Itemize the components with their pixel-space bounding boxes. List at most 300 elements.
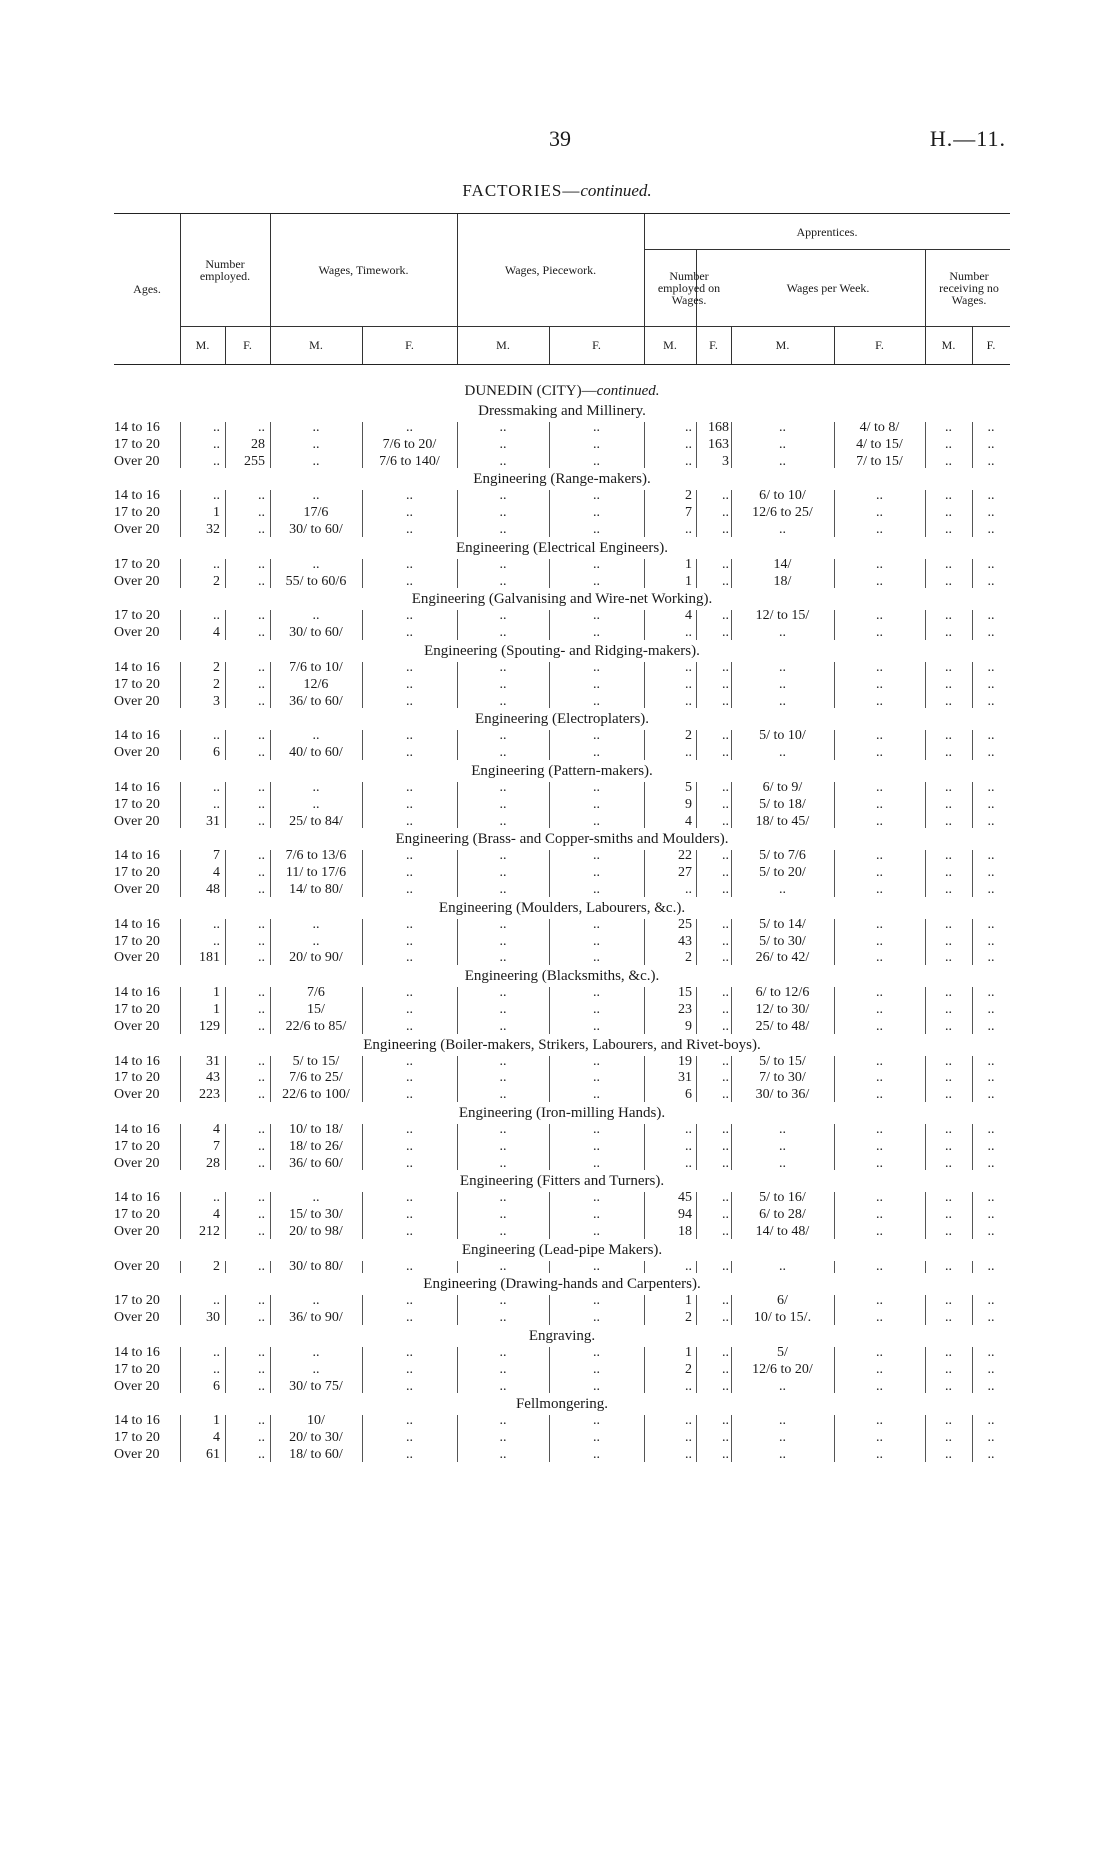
table-row [114, 1019, 1010, 1036]
age-group: 17 to 20 [114, 436, 160, 452]
cell-nwm: .. [945, 933, 952, 949]
cell-wpf: .. [593, 521, 600, 537]
cell-awf: .. [876, 1138, 883, 1154]
column-rule [549, 1192, 550, 1238]
cell-f: 255 [244, 453, 265, 469]
cell-awf: .. [876, 881, 883, 897]
cell-anf: .. [722, 1087, 729, 1103]
cell-anf: .. [722, 1223, 729, 1239]
cell-nwf: .. [987, 556, 995, 572]
cell-nwf: .. [987, 608, 995, 624]
cell-anf: .. [722, 676, 729, 692]
cell-nwm: .. [945, 1413, 952, 1429]
cell-wtf: .. [406, 985, 413, 1001]
cell-nwm: .. [945, 1138, 952, 1154]
cell-wpf: .. [593, 573, 600, 589]
cell-anm: 1 [685, 1293, 692, 1309]
table-row [114, 608, 1010, 625]
column-rule [270, 782, 271, 828]
cell-nwf: .. [987, 1413, 995, 1429]
cell-wpf: .. [593, 1430, 600, 1446]
cell-wpm: .. [499, 1053, 507, 1069]
cell-awf: .. [876, 1361, 883, 1377]
cell-awm: 12/ to 15/ [755, 608, 810, 624]
cell-nwf: .. [987, 933, 995, 949]
column-rule [225, 1124, 226, 1170]
industry-section [114, 1241, 1010, 1276]
age-group: 14 to 16 [114, 728, 160, 744]
cell-wtf: .. [406, 779, 413, 795]
cell-anf: .. [722, 1001, 729, 1017]
section-title: Engineering (Range-makers). [473, 471, 651, 488]
cell-m: .. [213, 916, 220, 932]
cell-wtf: .. [406, 693, 413, 709]
cell-awf: .. [876, 745, 883, 761]
column-rule [457, 559, 458, 589]
column-rule [270, 730, 271, 760]
column-rule [644, 1192, 645, 1238]
cell-wpm: .. [499, 1345, 507, 1361]
cell-f: .. [258, 1138, 265, 1154]
cell-wpm: .. [499, 625, 507, 641]
table-body [114, 380, 1010, 1464]
section-title: Engineering (Brass- and Copper-smiths and Moulders). [395, 831, 729, 848]
column-rule [180, 662, 181, 708]
cell-m: .. [213, 1361, 220, 1377]
cell-awf: .. [876, 1087, 883, 1103]
cell-f: .. [258, 1070, 265, 1086]
cell-wpm: .. [499, 436, 507, 452]
column-rule [270, 1347, 271, 1393]
section-title: Engineering (Iron-milling Hands). [458, 1104, 666, 1121]
cell-wpm: .. [499, 745, 507, 761]
cell-nwm: .. [945, 950, 952, 966]
cell-anm: 1 [685, 573, 692, 589]
cell-nwf: .. [987, 1155, 995, 1171]
cell-m: 2 [213, 573, 220, 589]
column-rule [225, 662, 226, 708]
cell-awf: .. [876, 813, 883, 829]
header-m: M. [775, 338, 790, 352]
cell-nwm: .. [945, 693, 952, 709]
cell-awf: .. [876, 985, 883, 1001]
cell-f: .. [258, 608, 265, 624]
cell-f: .. [258, 933, 265, 949]
cell-awm: 14/ to 48/ [755, 1223, 810, 1239]
cell-anm: .. [685, 881, 692, 897]
column-rule [696, 1192, 697, 1238]
cell-wpf: .. [593, 676, 600, 692]
column-rule [834, 1124, 835, 1170]
cell-m: 28 [206, 1155, 220, 1171]
section-title: Fellmongering. [515, 1396, 609, 1413]
cell-wpf: .. [593, 813, 600, 829]
cell-anm: 2 [685, 1310, 692, 1326]
column-rule [696, 610, 697, 640]
cell-f: .. [258, 505, 265, 521]
age-group: Over 20 [114, 1378, 160, 1394]
section-title: Engineering (Spouting- and Ridging-makers). [424, 642, 700, 659]
cell-anm: .. [685, 659, 692, 675]
cell-wtm: .. [312, 488, 320, 504]
cell-awm: .. [779, 1155, 786, 1171]
cell-anf: .. [722, 1378, 729, 1394]
cell-anf: .. [722, 881, 729, 897]
table-row [114, 848, 1010, 865]
cell-awm: .. [779, 1378, 786, 1394]
cell-m: .. [213, 436, 220, 452]
column-rule [362, 422, 363, 468]
column-rule [180, 422, 181, 468]
cell-wpf: .. [593, 625, 600, 641]
header-m: M. [941, 338, 956, 352]
industry-section [114, 470, 1010, 538]
cell-anf: .. [722, 1121, 729, 1137]
column-rule [549, 1415, 550, 1461]
cell-m: 2 [213, 659, 220, 675]
region-continued: continued. [596, 383, 660, 399]
cell-wpm: .. [499, 916, 507, 932]
age-group: Over 20 [114, 1087, 160, 1103]
column-rule [457, 1056, 458, 1102]
cell-wpf: .. [593, 933, 600, 949]
column-rule [549, 1347, 550, 1393]
cell-nwm: .. [945, 1361, 952, 1377]
cell-nwf: .. [987, 676, 995, 692]
cell-wpf: .. [593, 865, 600, 881]
column-rule [362, 559, 363, 589]
column-rule [225, 1295, 226, 1325]
cell-anf: .. [722, 1345, 729, 1361]
cell-wpm: .. [499, 985, 507, 1001]
cell-wtm: 18/ to 26/ [289, 1138, 343, 1154]
cell-awf: .. [876, 659, 883, 675]
cell-awm: 5/ to 20/ [759, 865, 806, 881]
column-rule [925, 662, 926, 708]
cell-awf: .. [876, 950, 883, 966]
cell-wpm: .. [499, 1207, 507, 1223]
industry-section [114, 1395, 1010, 1463]
column-rule [225, 987, 226, 1033]
cell-f: .. [258, 1361, 265, 1377]
table-row [114, 1379, 1010, 1396]
cell-nwm: .. [945, 1001, 952, 1017]
cell-anf: .. [722, 1413, 729, 1429]
cell-wtf: .. [406, 1345, 413, 1361]
column-rule [834, 662, 835, 708]
cell-wtf: .. [406, 1001, 413, 1017]
section-title: Engineering (Lead-pipe Makers). [461, 1241, 663, 1258]
cell-wtm: .. [312, 1361, 320, 1377]
cell-awf: .. [876, 1413, 883, 1429]
cell-wtf: .. [406, 933, 413, 949]
cell-f: .. [258, 950, 265, 966]
column-rule [180, 610, 181, 640]
cell-anm: .. [685, 676, 692, 692]
table-row [114, 660, 1010, 677]
cell-anm: .. [685, 693, 692, 709]
cell-awf: .. [876, 1018, 883, 1034]
column-rule [644, 559, 645, 589]
cell-wtf: .. [406, 745, 413, 761]
section-title: Engineering (Fitters and Turners). [459, 1173, 665, 1190]
cell-wtm: 36/ to 90/ [289, 1310, 343, 1326]
column-rule [731, 919, 732, 965]
table-row [114, 934, 1010, 951]
column-rule [834, 730, 835, 760]
header-m: M. [496, 338, 510, 352]
cell-wtf: .. [406, 728, 413, 744]
cell-anf: .. [722, 573, 729, 589]
column-rule [457, 1415, 458, 1461]
age-group: 17 to 20 [114, 1293, 160, 1309]
table-row [114, 437, 1010, 454]
cell-anf: .. [722, 1070, 729, 1086]
column-rule [834, 1261, 835, 1274]
column-rule [972, 919, 973, 965]
column-rule [362, 1347, 363, 1393]
cell-wpf: .. [593, 950, 600, 966]
cell-wtf: .. [406, 950, 413, 966]
column-rule [225, 559, 226, 589]
cell-wtm: .. [312, 420, 320, 435]
column-rule [549, 919, 550, 965]
age-group: 14 to 16 [114, 1053, 160, 1069]
cell-nwf: .. [987, 573, 995, 589]
header-app-number-employed: Number employed on Wages. [657, 268, 721, 307]
cell-wpf: .. [593, 659, 600, 675]
cell-wpm: .. [499, 420, 507, 435]
cell-wpm: .. [499, 556, 507, 572]
cell-wpf: .. [593, 1223, 600, 1239]
cell-anm: .. [685, 1155, 692, 1171]
cell-m: .. [213, 420, 220, 435]
cell-wpf: .. [593, 1378, 600, 1394]
cell-awm: 5/ [777, 1345, 788, 1361]
column-rule [696, 422, 697, 468]
column-rule [731, 662, 732, 708]
cell-nwm: .. [945, 1430, 952, 1446]
cell-wtf: .. [406, 1378, 413, 1394]
cell-nwf: .. [987, 488, 995, 504]
cell-wpf: .. [593, 1190, 600, 1206]
cell-wpm: .. [499, 1121, 507, 1137]
cell-wtm: 20/ to 30/ [289, 1430, 343, 1446]
column-rule [362, 987, 363, 1033]
cell-nwf: .. [987, 1430, 995, 1446]
cell-nwm: .. [945, 521, 952, 537]
cell-awm: 7/ to 30/ [759, 1070, 806, 1086]
header-m: M. [309, 338, 323, 352]
cell-wtm: .. [312, 1293, 320, 1309]
cell-wtf: .. [406, 1361, 413, 1377]
cell-f: .. [258, 916, 265, 932]
cell-anf: .. [722, 1361, 729, 1377]
region-name: DUNEDIN (CITY)— [464, 383, 597, 399]
cell-m: 7 [213, 1138, 220, 1154]
cell-anm: 2 [685, 488, 692, 504]
cell-f: .. [258, 521, 265, 537]
cell-wtf: .. [406, 1430, 413, 1446]
cell-anm: .. [685, 745, 692, 761]
cell-awf: .. [876, 676, 883, 692]
column-rule [549, 850, 550, 896]
cell-wpm: .. [499, 676, 507, 692]
column-rule [972, 422, 973, 468]
cell-f: .. [258, 1155, 265, 1171]
cell-wtf: .. [406, 1310, 413, 1326]
cell-nwf: .. [987, 436, 995, 452]
cell-awf: .. [876, 1310, 883, 1326]
column-rule [270, 559, 271, 589]
column-rule [644, 1261, 645, 1274]
age-group: 14 to 16 [114, 916, 160, 932]
cell-anf: .. [722, 1018, 729, 1034]
cell-nwm: .. [945, 1190, 952, 1206]
cell-nwf: .. [987, 1121, 995, 1137]
industry-section [114, 830, 1010, 898]
cell-anm: 15 [678, 985, 692, 1001]
cell-wpm: .. [499, 1293, 507, 1309]
column-rule [180, 1261, 181, 1274]
cell-wpf: .. [593, 1361, 600, 1377]
table-row [114, 1345, 1010, 1362]
cell-wpf: .. [593, 1155, 600, 1171]
cell-wpm: .. [499, 1361, 507, 1377]
table-row [114, 454, 1010, 471]
cell-wpm: .. [499, 1138, 507, 1154]
header-apprentices: Apprentices. [796, 224, 858, 239]
cell-wpf: .. [593, 1053, 600, 1069]
cell-wtf: 7/6 to 20/ [382, 436, 437, 452]
cell-f: .. [258, 625, 265, 641]
column-rule [457, 1124, 458, 1170]
column-rule [549, 559, 550, 589]
cell-wpm: .. [499, 813, 507, 829]
cell-wpf: .. [593, 1310, 600, 1326]
column-rule [225, 422, 226, 468]
cell-wtm: .. [312, 916, 320, 932]
cell-anf: .. [722, 1207, 729, 1223]
column-rule [834, 1295, 835, 1325]
cell-f: .. [258, 1190, 265, 1206]
column-rule [925, 850, 926, 896]
cell-nwm: .. [945, 505, 952, 521]
cell-nwf: .. [987, 745, 995, 761]
cell-f: .. [258, 676, 265, 692]
column-rule [644, 422, 645, 468]
cell-awf: .. [876, 1430, 883, 1446]
cell-wpf: .. [593, 608, 600, 624]
page-title [0, 181, 1114, 201]
table-row [114, 625, 1010, 642]
cell-wtm: .. [312, 1190, 320, 1206]
industry-section [114, 762, 1010, 830]
cell-wtm: .. [312, 556, 320, 572]
column-rule [362, 730, 363, 760]
cell-anm: .. [685, 1430, 692, 1446]
header-m: M. [663, 338, 677, 352]
cell-m: 4 [213, 1121, 220, 1137]
column-rule [925, 1295, 926, 1325]
cell-nwf: .. [987, 728, 995, 744]
column-rule [457, 730, 458, 760]
cell-nwf: .. [987, 1207, 995, 1223]
column-rule [925, 490, 926, 536]
column-rule [270, 1415, 271, 1461]
column-rule [270, 919, 271, 965]
age-group: 14 to 16 [114, 1345, 160, 1361]
column-rule [644, 730, 645, 760]
industry-section [114, 539, 1010, 591]
cell-anm: 43 [678, 933, 692, 949]
industry-section [114, 1172, 1010, 1240]
cell-m: 129 [199, 1018, 220, 1034]
cell-awm: 12/ to 30/ [755, 1001, 810, 1017]
industry-section [114, 1104, 1010, 1172]
cell-m: 181 [199, 950, 220, 966]
cell-anm: .. [685, 1138, 692, 1154]
cell-wtf: .. [406, 556, 413, 572]
cell-awf: 4/ to 8/ [859, 420, 900, 435]
cell-wtm: 14/ to 80/ [289, 881, 343, 897]
cell-awf: .. [876, 1070, 883, 1086]
cell-wpm: .. [499, 1378, 507, 1394]
cell-wpf: .. [593, 1087, 600, 1103]
industry-section [114, 642, 1010, 710]
table-row [114, 694, 1010, 711]
cell-anm: .. [685, 1413, 692, 1429]
cell-m: .. [213, 1190, 220, 1206]
column-rule [925, 610, 926, 640]
column-rule [644, 1056, 645, 1102]
cell-f: .. [258, 881, 265, 897]
cell-anf: .. [722, 505, 729, 521]
column-rule [362, 850, 363, 896]
cell-nwf: .. [987, 1310, 995, 1326]
cell-m: 61 [206, 1447, 220, 1463]
cell-m: 31 [206, 813, 220, 829]
industry-section [114, 402, 1010, 470]
cell-anm: .. [685, 453, 692, 469]
cell-m: .. [213, 779, 220, 795]
column-rule [696, 850, 697, 896]
cell-wtm: 55/ to 60/6 [285, 573, 347, 589]
cell-awm: 14/ [773, 556, 792, 572]
cell-awf: .. [876, 1190, 883, 1206]
column-rule [834, 987, 835, 1033]
table-row [114, 1156, 1010, 1173]
cell-nwf: .. [987, 693, 995, 709]
cell-m: 31 [206, 1053, 220, 1069]
cell-awf: .. [876, 693, 883, 709]
section-title: Engineering (Blacksmiths, &c.). [464, 968, 660, 985]
cell-nwf: .. [987, 1223, 995, 1239]
cell-anf: .. [722, 693, 729, 709]
cell-nwm: .. [945, 453, 952, 469]
column-rule [180, 919, 181, 965]
cell-nwf: .. [987, 1001, 995, 1017]
cell-wpm: .. [499, 1413, 507, 1429]
cell-nwf: .. [987, 813, 995, 829]
cell-wpm: .. [499, 1155, 507, 1171]
cell-anf: .. [722, 488, 729, 504]
cell-wpf: .. [593, 436, 600, 452]
cell-wtm: .. [312, 453, 320, 469]
cell-anf: .. [722, 933, 729, 949]
cell-wpm: .. [499, 488, 507, 504]
column-rule [362, 662, 363, 708]
